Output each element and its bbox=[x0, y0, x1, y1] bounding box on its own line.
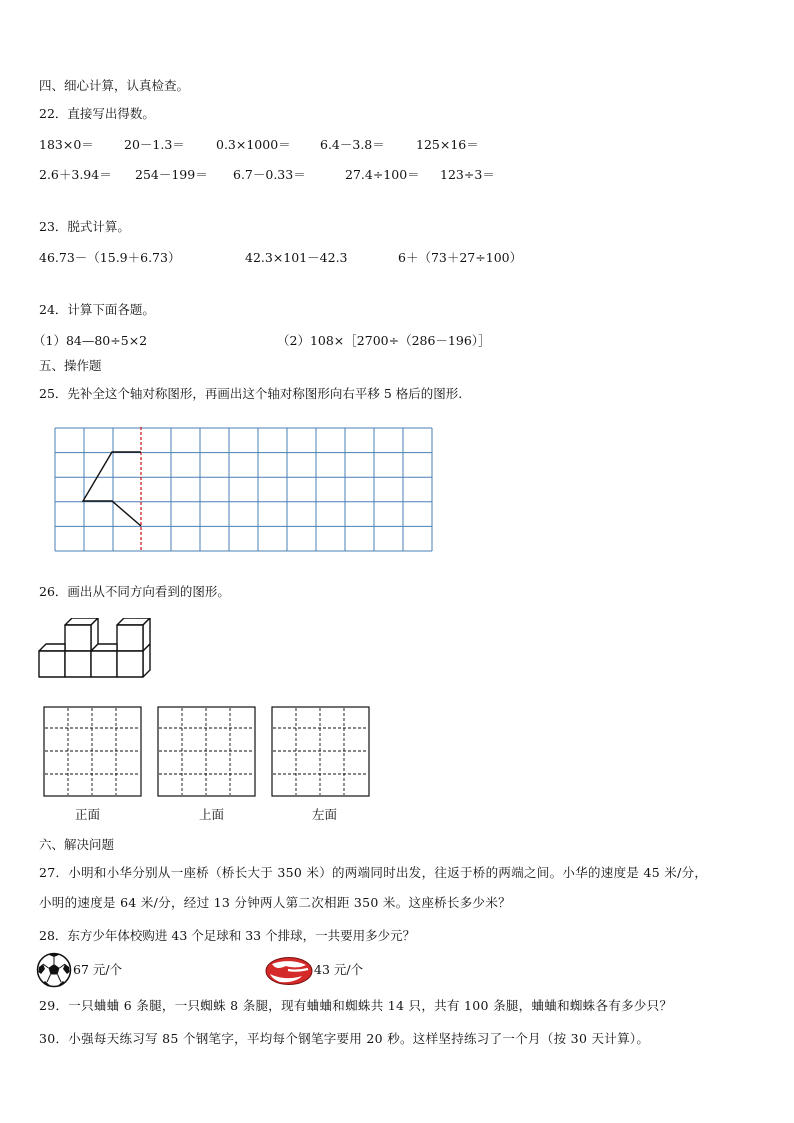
section-6-heading: 六、解决问题 bbox=[39, 837, 115, 852]
q22-item: 6.7－0.33＝ bbox=[233, 167, 306, 182]
q27-line1: 27．小明和小华分别从一座桥（桥长大于 350 米）的两端同时出发，往返于桥的两端之间。小华的速度是 45 米/分， bbox=[39, 865, 708, 880]
q22-item: 254－199＝ bbox=[135, 167, 208, 182]
q23-item: 46.73－（15.9＋6.73） bbox=[39, 250, 181, 265]
symmetry-grid bbox=[54, 427, 434, 553]
half-figure bbox=[83, 452, 141, 526]
soccer-ball-icon bbox=[36, 952, 72, 988]
q26-title: 26．画出从不同方向看到的图形。 bbox=[39, 584, 230, 599]
q22-item: 27.4÷100＝ bbox=[345, 167, 420, 182]
q23-item: 42.3×101－42.3 bbox=[245, 250, 348, 265]
view-box-left bbox=[271, 706, 371, 798]
q30: 30．小强每天练习写 85 个钢笔字，平均每个钢笔字要用 20 秒。这样坚持练习了一个月（按 30 天计算）。 bbox=[39, 1031, 650, 1046]
q22-item: 0.3×1000＝ bbox=[216, 137, 291, 152]
q22-item: 125×16＝ bbox=[416, 137, 479, 152]
section-4-heading: 四、细心计算，认真检查。 bbox=[39, 78, 190, 93]
cube-stack-figure bbox=[38, 618, 153, 682]
view-label-left: 左面 bbox=[312, 807, 338, 822]
q24-title: 24．计算下面各题。 bbox=[39, 302, 155, 317]
q29: 29．一只蛐蛐 6 条腿，一只蜘蛛 8 条腿，现有蛐蛐和蜘蛛共 14 只，共有 100 条腿，蛐蛐和蜘蛛各有多少只？ bbox=[39, 998, 673, 1013]
q22-item: 123÷3＝ bbox=[440, 167, 495, 182]
q28-title: 28．东方少年体校购进 43 个足球和 33 个排球，一共要用多少元？ bbox=[39, 928, 416, 943]
soccer-price: 67 元/个 bbox=[73, 962, 123, 977]
q24-item: （1）84—80÷5×2 bbox=[33, 333, 148, 348]
volleyball-icon bbox=[264, 956, 314, 986]
q23-title: 23．脱式计算。 bbox=[39, 219, 130, 234]
q25-title: 25．先补全这个轴对称图形，再画出这个轴对称图形向右平移 5 格后的图形. bbox=[39, 386, 463, 401]
q23-item: 6＋（73＋27÷100） bbox=[398, 250, 523, 265]
q22-item: 6.4－3.8＝ bbox=[320, 137, 385, 152]
view-label-top: 上面 bbox=[199, 807, 225, 822]
view-label-front: 正面 bbox=[75, 807, 101, 822]
q22-item: 20－1.3＝ bbox=[124, 137, 185, 152]
q24-item: （2）108×［2700÷（286－196）］ bbox=[277, 333, 491, 348]
view-box-top bbox=[157, 706, 257, 798]
volleyball-price: 43 元/个 bbox=[314, 962, 364, 977]
q22-item: 2.6＋3.94＝ bbox=[39, 167, 112, 182]
q22-title: 22．直接写出得数。 bbox=[39, 106, 155, 121]
q27-line2: 小明的速度是 64 米/分，经过 13 分钟两人第二次相距 350 米。这座桥长多少米？ bbox=[39, 895, 511, 910]
q22-item: 183×0＝ bbox=[39, 137, 94, 152]
view-box-front bbox=[43, 706, 143, 798]
section-5-heading: 五、操作题 bbox=[39, 358, 102, 373]
